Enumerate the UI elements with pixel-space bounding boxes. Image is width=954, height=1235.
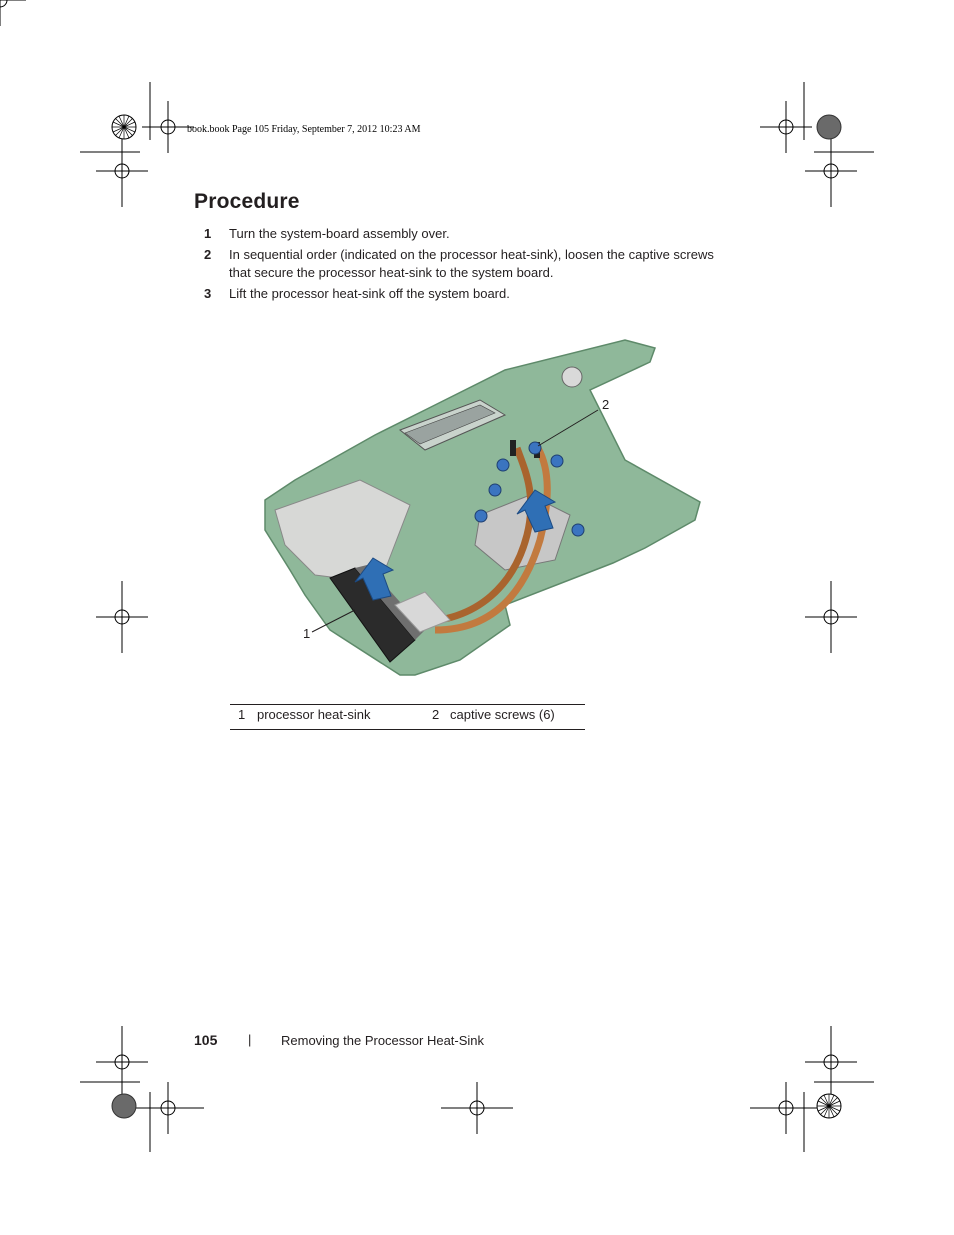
captive-screw — [572, 524, 584, 536]
step-number: 3 — [204, 286, 212, 301]
chapter-title: Removing the Processor Heat-Sink — [281, 1033, 485, 1048]
footer-separator: | — [248, 1032, 252, 1047]
captive-screw — [475, 510, 487, 522]
captive-screw — [489, 484, 501, 496]
callout-label: 1 — [303, 626, 311, 641]
captive-screw — [497, 459, 509, 471]
legend-label: captive screws (6) — [450, 707, 555, 722]
step-text: Turn the system-board assembly over. — [229, 226, 450, 241]
callout-label: 2 — [602, 397, 610, 412]
heat-sink-removal-illustration — [255, 330, 705, 685]
legend-number: 1 — [238, 707, 246, 722]
section-title: Procedure — [194, 190, 300, 213]
coin-battery — [562, 367, 582, 387]
step-number: 2 — [204, 247, 212, 262]
page-number: 105 — [194, 1032, 218, 1048]
figure-legend — [230, 704, 585, 730]
step-number: 1 — [204, 226, 212, 241]
print-slug-line: book.book Page 105 Friday, September 7, 2012 10:23 AM — [187, 124, 421, 135]
step-text: Lift the processor heat-sink off the system board. — [229, 286, 510, 301]
legend-number: 2 — [432, 707, 440, 722]
captive-screw — [529, 442, 541, 454]
legend-label: processor heat-sink — [257, 707, 371, 722]
captive-screw — [551, 455, 563, 467]
step-text: In sequential order (indicated on the processor heat-sink), loosen the captive screws that secure the processor heat-sink to the system board. — [229, 247, 714, 280]
